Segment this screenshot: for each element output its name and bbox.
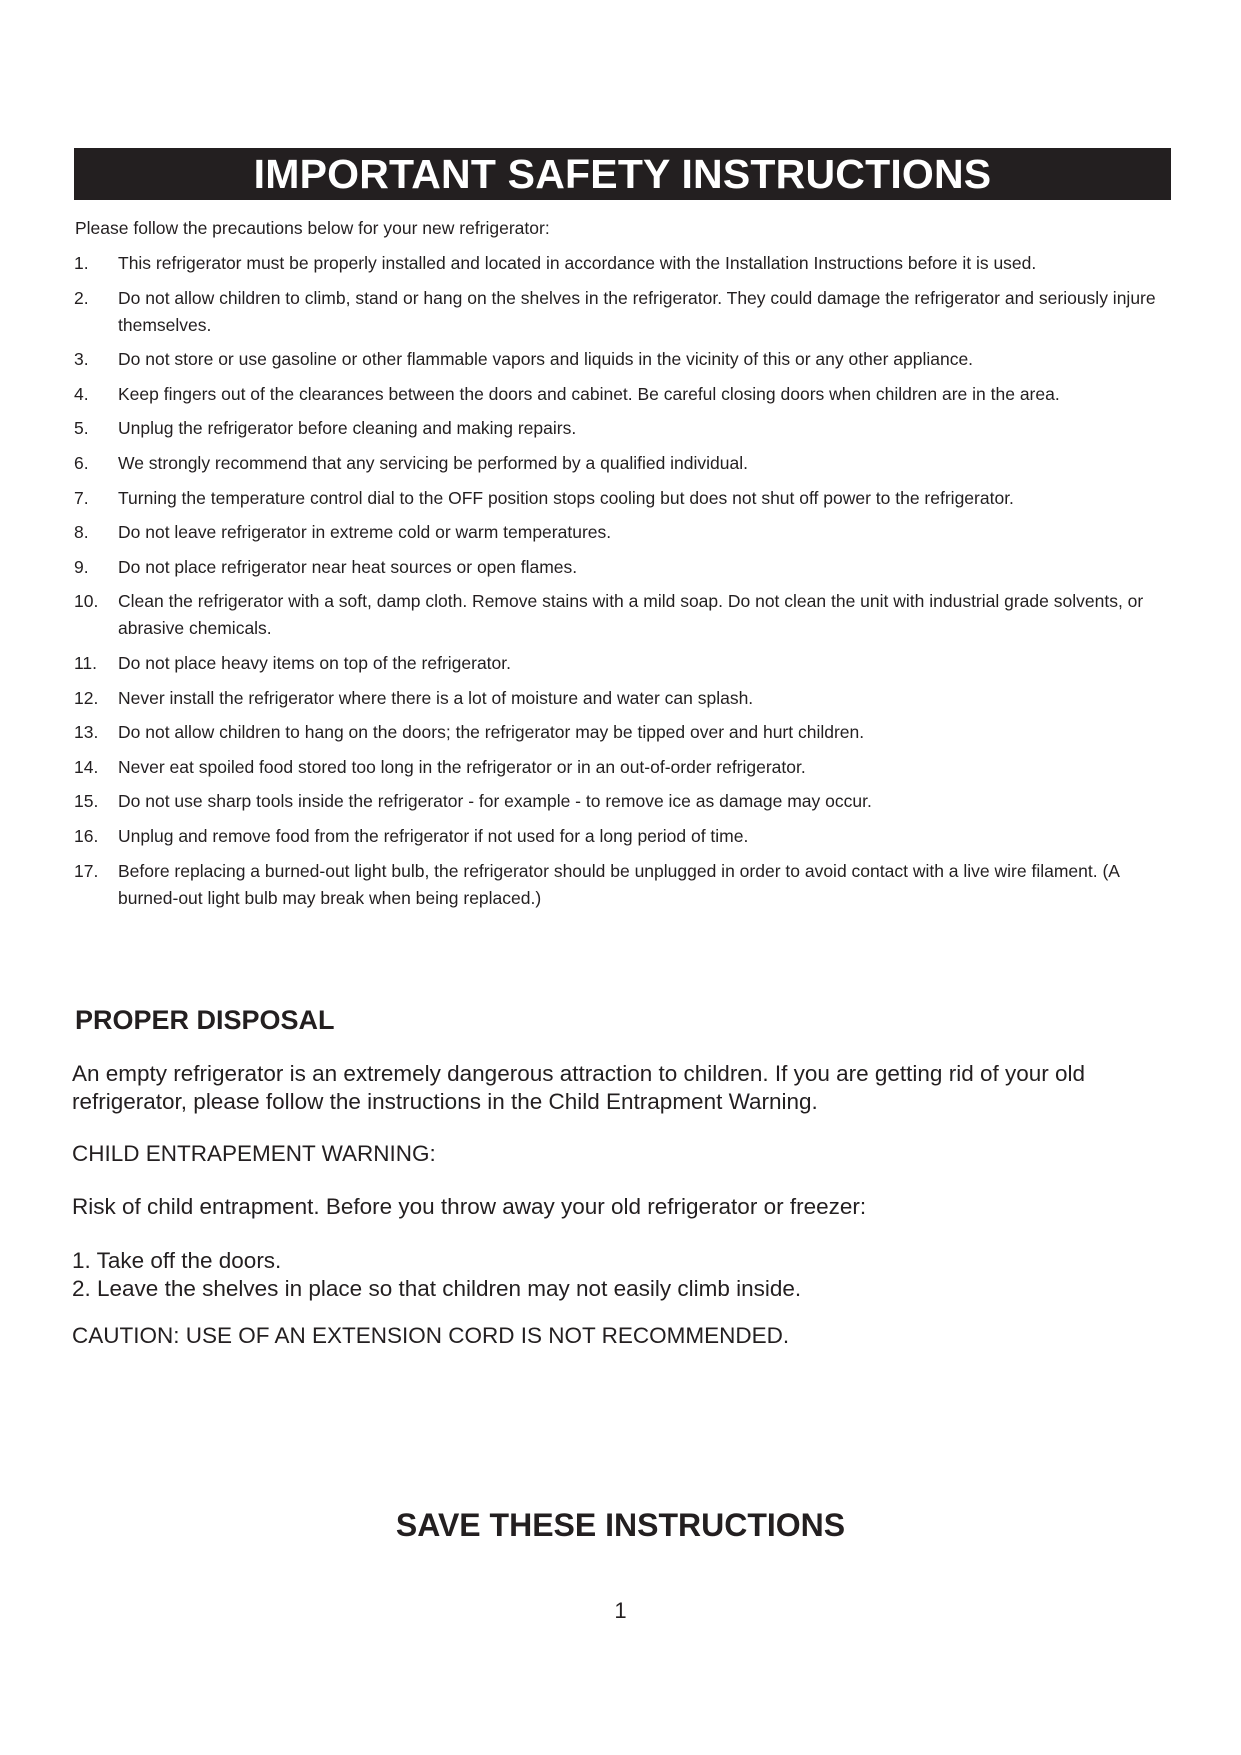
list-item-text: Unplug the refrigerator before cleaning and making repairs. [118,418,577,439]
list-item-text: Do not allow children to hang on the doors; the refrigerator may be tipped over and hurt children. [118,722,865,743]
list-item [74,381,1174,408]
list-item [74,554,1174,581]
list-item [74,719,1174,746]
list-item-number: 4. [74,383,89,404]
intro-text: Please follow the precautions below for your new refrigerator: [75,218,550,238]
proper-disposal-heading: PROPER DISPOSAL [75,1005,335,1035]
list-item-text: Keep fingers out of the clearances between the doors and cabinet. Be careful closing doors when children are in the area. [118,383,1060,404]
list-item [74,415,1174,442]
list-item [74,788,1174,815]
list-item [74,588,1174,642]
list-item [74,754,1174,781]
list-item-text: Do not place heavy items on top of the refrigerator. [118,652,511,673]
list-item-text: This refrigerator must be properly installed and located in accordance with the Installation Instructions before it is used. [118,253,1037,273]
list-item [74,519,1174,546]
list-item-number: 9. [74,556,89,577]
list-item [74,485,1174,512]
list-item-number: 5. [74,418,89,439]
list-item-text: Do not store or use gasoline or other flammable vapors and liquids in the vicinity of this or any other appliance. [118,349,974,370]
list-item-number: 8. [74,522,89,543]
list-item [74,650,1174,677]
save-instructions-heading: SAVE THESE INSTRUCTIONS [395,1507,846,1543]
list-item [74,858,1174,912]
disposal-steps-list [72,1247,801,1303]
list-item-number: 10. [74,591,99,612]
list-item-text: Do not leave refrigerator in extreme cold or warm temperatures. [118,522,612,543]
list-item-number: 7. [74,487,89,508]
list-item-text: Unplug and remove food from the refrigerator if not used for a long period of time. [118,825,749,846]
list-item-text: Never eat spoiled food stored too long in the refrigerator or in an out-of-order refrigerator. [118,756,806,777]
list-item-number: 1. [74,253,89,273]
safety-instructions-list [74,250,1174,919]
list-item-text: We strongly recommend that any servicing be performed by a qualified individual. [118,452,748,473]
list-item-number: 15. [74,791,99,812]
caution-text: CAUTION: USE OF AN EXTENSION CORD IS NOT RECOMMENDED. [72,1323,790,1348]
list-item-text: Before replacing a burned-out light bulb, the refrigerator should be unplugged in order to avoid contact with a live wire filament. (A burned-out light bulb may break when being replaced.) [118,860,1120,908]
page-number: 1 [614,1598,627,1623]
risk-text: Risk of child entrapment. Before you throw away your old refrigerator or freezer: [72,1194,867,1219]
list-item-text: Do not allow children to climb, stand or hang on the shelves in the refrigerator. They could damage the refrigerator and seriously injure themselves. [118,287,1156,335]
list-item [74,285,1174,339]
list-item-number: 6. [74,452,89,473]
list-item-number: 17. [74,860,99,881]
list-item [74,450,1174,477]
list-item-text: Turning the temperature control dial to the OFF position stops cooling but does not shut off power to the refrigerator. [118,487,1014,508]
list-item [74,346,1174,373]
disposal-step: 1. Take off the doors. [72,1248,282,1273]
list-item-text: Do not use sharp tools inside the refrigerator - for example - to remove ice as damage may occur. [118,791,872,812]
list-item [74,685,1174,712]
disposal-step: 2. Leave the shelves in place so that children may not easily climb inside. [72,1276,802,1301]
list-item-number: 2. [74,287,89,308]
page-title: IMPORTANT SAFETY INSTRUCTIONS [74,148,1171,200]
list-item-text: Do not place refrigerator near heat sources or open flames. [118,556,578,577]
list-item-number: 11. [74,652,98,673]
list-item-number: 16. [74,825,99,846]
proper-disposal-text: An empty refrigerator is an extremely dangerous attraction to children. If you are getting rid of your old refrigerator, please follow the instructions in the Child Entrapment Warning. [72,1061,1086,1114]
child-entrapment-warning-heading: CHILD ENTRAPEMENT WARNING: [72,1141,436,1166]
list-item-number: 13. [74,722,99,743]
list-item-number: 14. [74,756,99,777]
list-item-number: 3. [74,349,89,370]
list-item-number: 12. [74,687,99,708]
list-item [74,250,1174,277]
list-item-text: Never install the refrigerator where there is a lot of moisture and water can splash. [118,687,754,708]
list-item-text: Clean the refrigerator with a soft, damp cloth. Remove stains with a mild soap. Do not clean the unit with industrial grade solvents, or abrasive chemicals. [118,591,1144,639]
list-item [74,823,1174,850]
